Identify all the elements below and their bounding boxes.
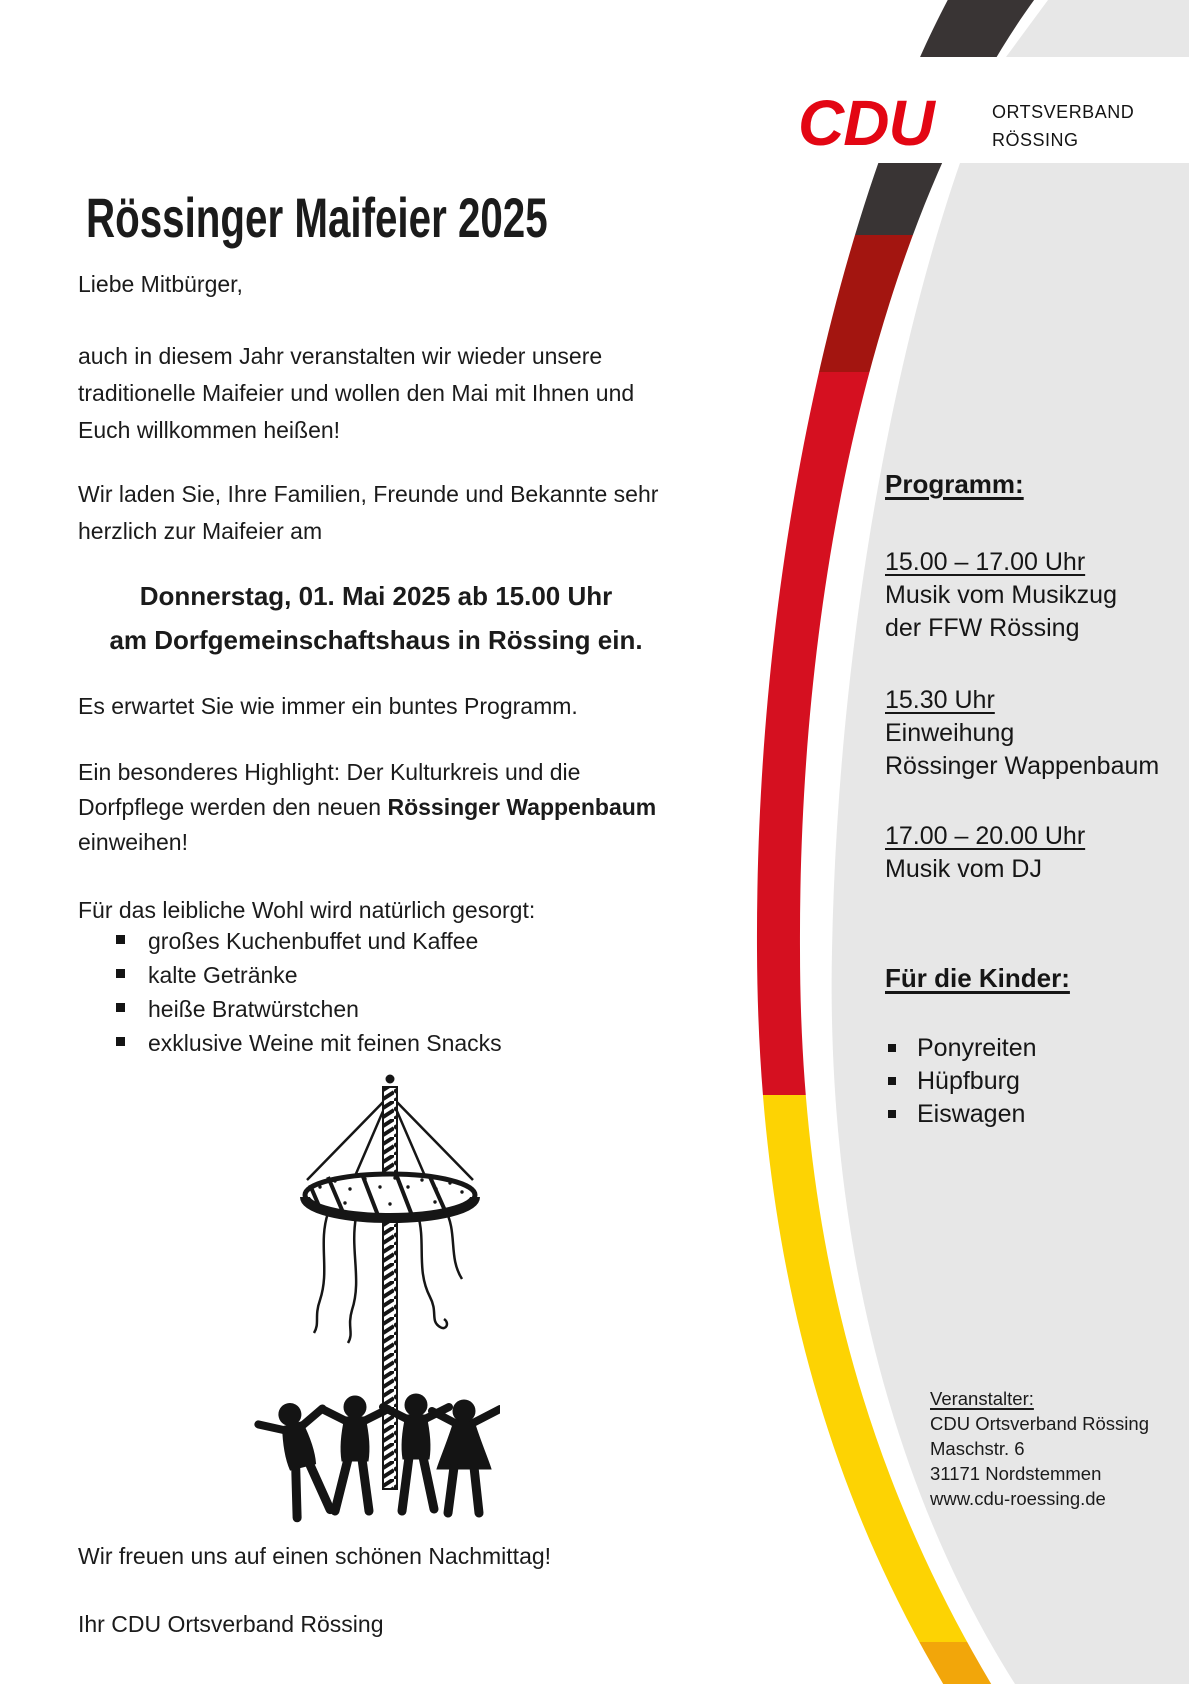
- bullet-square-icon: [116, 969, 125, 978]
- invitation-paragraph: Wir laden Sie, Ihre Familien, Freunde und Bekannte sehr herzlich zur Maifeier am: [78, 481, 659, 544]
- cdu-org-name: [992, 98, 1134, 154]
- organizer-city: 31171 Nordstemmen: [930, 1463, 1102, 1484]
- bullet-square-icon: [888, 1077, 896, 1085]
- bullet-square-icon: [888, 1044, 896, 1052]
- food-list-item: [116, 1026, 502, 1060]
- program-time: 15.00 – 17.00 Uhr: [885, 548, 1086, 576]
- organizer-name: CDU Ortsverband Rössing: [930, 1413, 1149, 1434]
- kids-item-label: Ponyreiten: [917, 1034, 1037, 1062]
- kids-list-item: [888, 1098, 1037, 1131]
- maypole-finial: [386, 1075, 395, 1084]
- maypole-pole: [383, 1087, 397, 1489]
- program-line: Einweihung: [885, 719, 1015, 747]
- kids-item-label: Eiswagen: [917, 1100, 1026, 1128]
- organizer-website: www.cdu-roessing.de: [930, 1488, 1106, 1509]
- food-item-label: großes Kuchenbuffet und Kaffee: [148, 928, 479, 954]
- kids-item-label: Hüpfburg: [917, 1067, 1020, 1095]
- highlight-text-post: einweihen!: [78, 829, 188, 855]
- page-title: Rössinger Maifeier 2025: [86, 185, 548, 249]
- gray-panel-top-corner: [1006, 0, 1189, 57]
- bullet-square-icon: [888, 1110, 896, 1118]
- food-list: [116, 924, 502, 1060]
- program-line: Musik vom Musikzug: [885, 581, 1117, 609]
- program-heading: Programm:: [885, 469, 1024, 499]
- maypole-dancers: [255, 1394, 500, 1521]
- program-line: der FFW Rössing: [885, 614, 1080, 642]
- food-item-label: exklusive Weine mit feinen Snacks: [148, 1030, 502, 1056]
- program-line: Musik vom DJ: [885, 855, 1042, 883]
- bullet-square-icon: [116, 935, 125, 944]
- maypole-illustration: [240, 1065, 500, 1525]
- program-time: 15.30 Uhr: [885, 686, 995, 714]
- program-entry: [885, 820, 1085, 886]
- kids-list-item: [888, 1032, 1037, 1065]
- event-location-line: am Dorfgemeinschaftshaus in Rössing ein.: [109, 625, 643, 655]
- program-time: 17.00 – 20.00 Uhr: [885, 822, 1086, 850]
- kids-list: [888, 1032, 1037, 1131]
- signature-line: Ihr CDU Ortsverband Rössing: [78, 1611, 384, 1637]
- bullet-square-icon: [116, 1037, 125, 1046]
- maypole-wreath: [305, 1174, 475, 1218]
- program-line: Rössinger Wappenbaum: [885, 752, 1160, 780]
- highlight-paragraph: [78, 755, 678, 860]
- event-date-line: Donnerstag, 01. Mai 2025 ab 15.00 Uhr: [139, 581, 613, 611]
- food-list-item: [116, 958, 502, 992]
- organizer-street: Maschstr. 6: [930, 1438, 1025, 1459]
- organizer-block: [930, 1386, 1149, 1511]
- salutation: Liebe Mitbürger,: [78, 271, 243, 297]
- cdu-logo: CDU: [798, 87, 934, 159]
- food-list-item: [116, 924, 502, 958]
- event-date-location: [56, 574, 696, 662]
- program-entry: [885, 684, 1159, 783]
- food-item-label: kalte Getränke: [148, 962, 298, 988]
- highlight-text-pre: Ein besonderes Highlight: Der Kulturkreis und die Dorfpflege werden den neuen: [78, 759, 581, 820]
- intro-paragraph: auch in diesem Jahr veranstalten wir wieder unsere traditionelle Maifeier und wollen den Mai mit Ihnen und Euch willkommen heißen!: [78, 343, 635, 443]
- bullet-square-icon: [116, 1003, 125, 1012]
- program-teaser: Es erwartet Sie wie immer ein buntes Programm.: [78, 693, 578, 719]
- food-item-label: heiße Bratwürstchen: [148, 996, 359, 1022]
- highlight-text-bold: Rössinger Wappenbaum: [387, 794, 657, 820]
- kids-heading: Für die Kinder:: [885, 963, 1070, 993]
- cdu-org-line1: ORTSVERBAND: [992, 102, 1135, 122]
- organizer-heading: Veranstalter:: [930, 1388, 1034, 1409]
- food-list-item: [116, 992, 502, 1026]
- food-intro: Für das leibliche Wohl wird natürlich gesorgt:: [78, 897, 536, 923]
- kids-list-item: [888, 1065, 1037, 1098]
- program-entry: [885, 546, 1117, 645]
- cdu-org-line2: RÖSSING: [992, 130, 1079, 150]
- closing-line: Wir freuen uns auf einen schönen Nachmittag!: [78, 1543, 552, 1569]
